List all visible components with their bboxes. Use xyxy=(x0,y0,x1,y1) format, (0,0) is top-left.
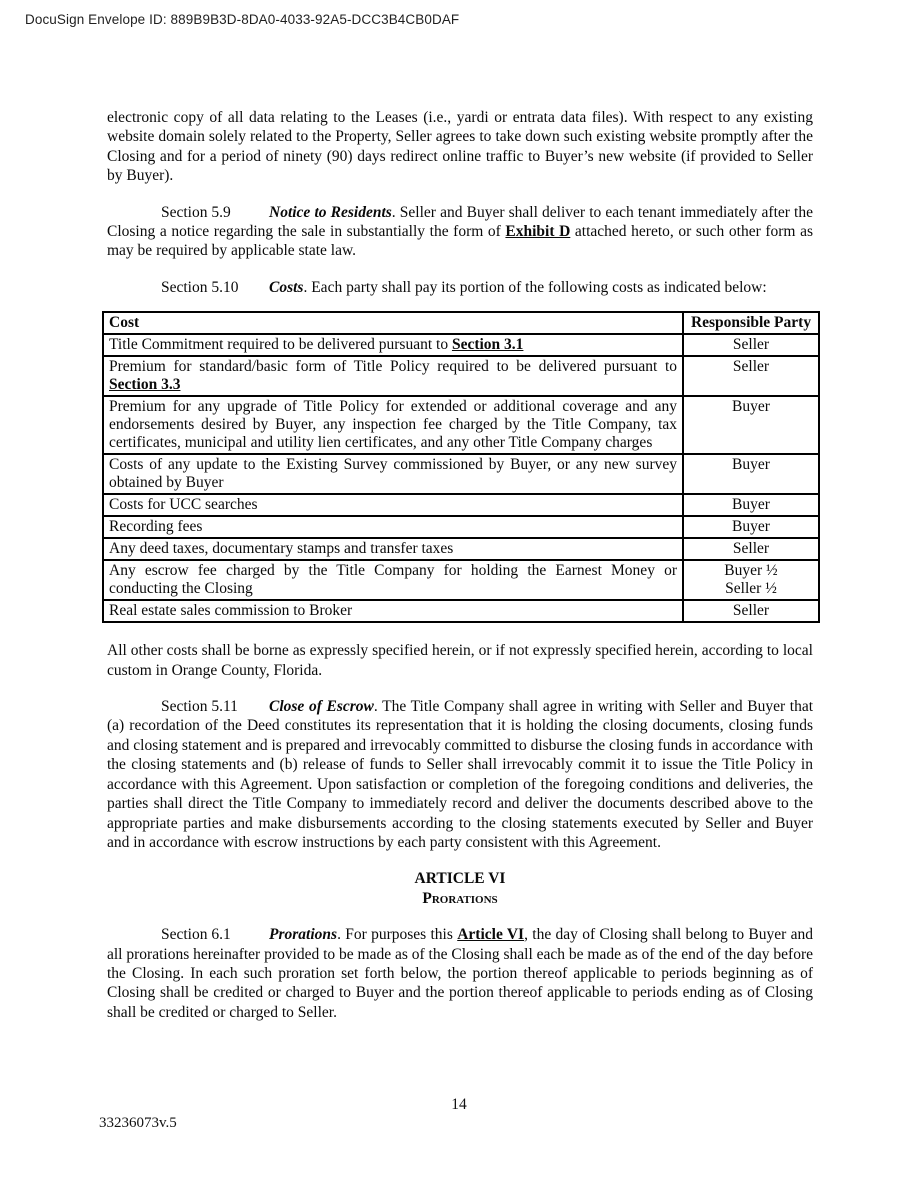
section-label: Section 6.1 xyxy=(161,926,231,944)
exhibit-reference: Exhibit D xyxy=(505,223,571,241)
section-5-11 xyxy=(107,697,813,852)
costs-table xyxy=(102,311,820,623)
cost-cell: Any escrow fee charged by the Title Company for holding the Earnest Money or conducting the Closing xyxy=(103,560,683,600)
table-row xyxy=(103,334,819,356)
article-reference: Article VI xyxy=(457,926,525,944)
article-subheading: Prorations xyxy=(422,889,498,907)
section-text: . Each party shall pay its portion of the following costs as indicated below: xyxy=(303,278,767,296)
paragraph-continuation: electronic copy of all data relating to the Leases (i.e., yardi or entrata data files). With respect to any existing website domain solely related to the Property, Seller agrees to take down such existing website promptly after the Closing and for a period of ninety (90) days redirect online traffic to Buyer’s new website (if provided to Seller by Buyer). xyxy=(107,109,813,185)
table-row xyxy=(103,494,819,516)
party-cell: Seller xyxy=(683,538,819,560)
section-reference: Section 3.1 xyxy=(451,336,524,354)
section-reference: Section 3.3 xyxy=(109,376,181,394)
cost-cell xyxy=(103,334,683,356)
cost-text: Title Commitment required to be delivered pursuant to xyxy=(109,336,452,354)
table-row xyxy=(103,516,819,538)
table-row xyxy=(103,560,819,600)
cost-column-header: Cost xyxy=(103,312,683,334)
section-title: Close of Escrow xyxy=(269,698,374,716)
table-header-row xyxy=(103,312,819,334)
party-cell xyxy=(683,560,819,600)
section-title: Notice to Residents xyxy=(269,203,392,221)
section-text: . Seller and Buyer shall deliver to each tenant immediately after the Closing a notice regarding the sale in substantially the form of xyxy=(107,203,813,241)
document-body xyxy=(107,108,813,1039)
table-row xyxy=(103,396,819,454)
party-cell: Seller xyxy=(683,356,819,396)
table-row xyxy=(103,538,819,560)
cost-cell: Any deed taxes, documentary stamps and transfer taxes xyxy=(103,538,683,560)
party-cell: Buyer xyxy=(683,454,819,494)
party-line: Buyer ½ xyxy=(724,562,778,580)
party-cell: Buyer xyxy=(683,396,819,454)
cost-cell xyxy=(103,356,683,396)
cost-cell: Costs for UCC searches xyxy=(103,494,683,516)
party-cell: Seller xyxy=(683,600,819,622)
table-row xyxy=(103,356,819,396)
party-cell: Buyer xyxy=(683,494,819,516)
table-row xyxy=(103,454,819,494)
table-row xyxy=(103,600,819,622)
party-line: Seller ½ xyxy=(725,580,777,598)
cost-cell: Real estate sales commission to Broker xyxy=(103,600,683,622)
cost-cell: Costs of any update to the Existing Survey commissioned by Buyer, or any new survey obtained by Buyer xyxy=(103,454,683,494)
paragraph-after-table: All other costs shall be borne as expressly specified herein, or if not expressly specified herein, according to local custom in Orange County, Florida. xyxy=(107,642,813,679)
page-number: 14 xyxy=(451,1096,467,1113)
section-5-10 xyxy=(107,278,813,297)
cost-cell: Recording fees xyxy=(103,516,683,538)
section-label: Section 5.10 xyxy=(161,278,239,296)
cost-cell: Premium for any upgrade of Title Policy for extended or additional coverage and any endorsements desired by Buyer, any inspection fee charged by the Title Company, tax certificates, municipal and utility lien certificates, and any other Title Company charges xyxy=(103,396,683,454)
party-column-header: Responsible Party xyxy=(683,312,819,334)
article-heading: ARTICLE VI xyxy=(414,870,506,888)
document-version-number: 33236073v.5 xyxy=(99,1115,177,1131)
section-text: . The Title Company shall agree in writing with Seller and Buyer that (a) recordation of the Deed constitutes its representation that it is holding the closing documents, closing funds and closing statement and is prepared and irrevocably committed to disburse the closing funds in accordance with the closing statements and (b) release of funds to Seller shall irrevocably commit it to issue the Title Policy in accordance with this Agreement. Upon satisfaction or completion of the foregoing conditions and deliveries, the parties shall direct the Title Company to immediately record and deliver the documents described above to the appropriate parties and make disbursements according to the closing statements executed by Seller and Buyer and in accordance with escrow instructions by each party consistent with this Agreement. xyxy=(107,698,814,851)
party-cell: Buyer xyxy=(683,516,819,538)
section-5-9 xyxy=(107,203,813,261)
party-cell: Seller xyxy=(683,334,819,356)
section-title: Costs xyxy=(269,278,304,296)
section-label: Section 5.11 xyxy=(161,698,238,716)
section-title: Prorations xyxy=(269,926,338,944)
section-text: . For purposes this xyxy=(337,926,458,944)
section-text: , the day of Closing shall belong to Buyer and all prorations hereinafter provided to be made as of the Closing shall each be made as of the end of the day before the Closing. In each such proration set forth below, the portion thereof applicable to periods beginning as of Closing shall be credited or charged to Buyer and the portion thereof applicable to periods ending as of Closing shall be credited or charged to Seller. xyxy=(107,926,813,1021)
docusign-envelope-id: DocuSign Envelope ID: 889B9B3D-8DA0-4033-92A5-DCC3B4CB0DAF xyxy=(25,12,460,27)
section-6-1 xyxy=(107,925,813,1022)
section-text: attached hereto, or such other form as may be required by applicable state law. xyxy=(107,223,813,260)
cost-text: Premium for standard/basic form of Title Policy required to be delivered pursuant to xyxy=(109,358,677,376)
section-label: Section 5.9 xyxy=(161,203,231,221)
